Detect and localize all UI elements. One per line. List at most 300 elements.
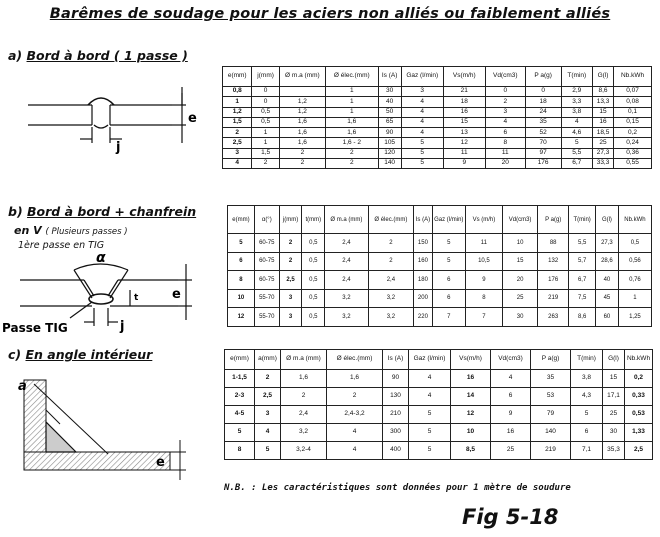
section-c-table <box>224 349 653 460</box>
table-cell: 52 <box>525 128 561 138</box>
section-b-title: Bord à bord + chanfrein <box>27 204 197 219</box>
table-cell: 0,36 <box>614 148 652 158</box>
table-row <box>223 87 652 97</box>
table-cell: 1,6 <box>326 128 379 138</box>
table-cell: 4 <box>223 159 252 169</box>
table-cell: 11 <box>485 148 525 158</box>
section-b-j-label: j <box>120 319 125 334</box>
table-cell: 6 <box>432 271 465 290</box>
table-cell: 200 <box>414 289 433 308</box>
table-cell: 16 <box>491 424 531 442</box>
section-b-first-pass: 1ère passe en TIG <box>18 240 105 251</box>
section-a-label: a) <box>8 48 23 63</box>
table-cell: 16 <box>593 117 614 127</box>
table-cell: 0 <box>252 97 279 107</box>
column-header: Vd(cm3) <box>491 350 531 370</box>
table-cell: 10,5 <box>465 252 502 271</box>
section-b-subtitle-note: ( Plusieurs passes ) <box>45 227 128 237</box>
table-cell: 0,56 <box>618 252 651 271</box>
table-cell: 130 <box>383 388 409 406</box>
table-cell: 3,2-4 <box>281 442 327 460</box>
table-cell: 120 <box>378 148 401 158</box>
table-cell: 8 <box>225 442 255 460</box>
table-cell: 300 <box>383 424 409 442</box>
table-cell: 5,5 <box>561 148 593 158</box>
table-cell: 400 <box>383 442 409 460</box>
table-row <box>223 117 652 127</box>
table-cell: 6 <box>491 388 531 406</box>
section-a-e-label: e <box>188 111 197 126</box>
table-cell: 30 <box>503 308 538 327</box>
table-cell: 35 <box>525 117 561 127</box>
column-header: Gaz (l/min) <box>409 350 451 370</box>
table-cell: 6 <box>228 252 255 271</box>
table-cell: 5,7 <box>569 252 596 271</box>
table-cell: 2 <box>327 388 383 406</box>
column-header: Vd(cm3) <box>485 67 525 87</box>
section-c-diagram <box>10 370 200 480</box>
table-cell: 65 <box>378 117 401 127</box>
table-cell: 88 <box>538 234 569 253</box>
table-cell: 1 <box>252 138 279 148</box>
table-cell: 30 <box>378 87 401 97</box>
table-cell: 0,24 <box>614 138 652 148</box>
table-cell: 0,5 <box>302 271 325 290</box>
column-header: Ø m.a (mm) <box>279 67 325 87</box>
section-b-heading <box>8 204 196 219</box>
table-row <box>225 442 653 460</box>
table-cell: 1 <box>223 97 252 107</box>
table-cell: 2,5 <box>625 442 653 460</box>
table-cell: 1,5 <box>252 148 279 158</box>
table-cell: 1,2 <box>223 107 252 117</box>
table-cell: 210 <box>383 406 409 424</box>
table-cell: 140 <box>378 159 401 169</box>
table-cell: 1 <box>326 107 379 117</box>
table-cell: 176 <box>525 159 561 169</box>
table-cell: 1 <box>618 289 651 308</box>
table-cell: 0,53 <box>625 406 653 424</box>
table-cell: 220 <box>414 308 433 327</box>
table-cell: 20 <box>503 271 538 290</box>
table-cell: 3,2 <box>368 308 414 327</box>
table-cell: 9 <box>443 159 485 169</box>
section-a-heading <box>8 48 188 63</box>
table-cell: 5,5 <box>569 234 596 253</box>
section-a-table <box>222 66 652 169</box>
table-cell: 5 <box>401 148 443 158</box>
table-cell: 2 <box>255 370 281 388</box>
table-cell: 1 <box>326 87 379 97</box>
table-cell: 0 <box>485 87 525 97</box>
table-cell: 8 <box>465 289 502 308</box>
table-cell: 5 <box>401 138 443 148</box>
table-cell: 1 <box>252 128 279 138</box>
table-cell: 0,55 <box>614 159 652 169</box>
table-cell: 3,8 <box>571 370 603 388</box>
table-row <box>223 148 652 158</box>
table-cell: 24 <box>525 107 561 117</box>
column-header: Ø m.a (mm) <box>281 350 327 370</box>
table-cell: 4 <box>491 370 531 388</box>
column-header: a(mm) <box>255 350 281 370</box>
table-cell: 0,5 <box>302 234 325 253</box>
table-cell: 50 <box>378 107 401 117</box>
table-cell: 2 <box>368 252 414 271</box>
section-a-title: Bord à bord ( 1 passe ) <box>26 48 188 63</box>
table-cell: 4-5 <box>225 406 255 424</box>
table-cell: 90 <box>383 370 409 388</box>
table-cell: 12 <box>228 308 255 327</box>
table-cell: 55-70 <box>254 308 279 327</box>
column-header: Ø élec.(mm) <box>368 206 414 234</box>
table-cell: 0,5 <box>618 234 651 253</box>
table-cell: 0,5 <box>302 308 325 327</box>
column-header: P a(g) <box>538 206 569 234</box>
table-cell: 176 <box>538 271 569 290</box>
column-header: Nb.kWh <box>614 67 652 87</box>
column-header: G(l) <box>596 206 619 234</box>
table-row <box>228 289 652 308</box>
table-cell: 2 <box>223 128 252 138</box>
column-header: Gaz (l/min) <box>401 67 443 87</box>
table-cell: 27,3 <box>593 148 614 158</box>
table-cell: 4 <box>401 97 443 107</box>
column-header: T(min) <box>569 206 596 234</box>
table-cell: 13 <box>443 128 485 138</box>
table-cell: 180 <box>414 271 433 290</box>
table-cell: 40 <box>596 271 619 290</box>
table-cell: 0,15 <box>614 117 652 127</box>
table-cell: 3,2 <box>281 424 327 442</box>
column-header: t(mm) <box>302 206 325 234</box>
page-title: Barêmes de soudage pour les aciers non alliés ou faiblement alliés <box>49 6 611 22</box>
figure-label: Fig 5-18 <box>462 505 559 529</box>
table-row <box>225 424 653 442</box>
column-header: Nb.kWh <box>618 206 651 234</box>
table-cell: 11 <box>443 148 485 158</box>
table-cell: 5 <box>225 424 255 442</box>
table-cell: 1,6 <box>279 128 325 138</box>
table-cell: 35,3 <box>603 442 625 460</box>
table-cell: 2 <box>326 148 379 158</box>
table-cell: 3 <box>279 289 302 308</box>
table-cell: 5 <box>571 406 603 424</box>
table-cell: 2 <box>279 234 302 253</box>
table-cell: 60 <box>596 308 619 327</box>
column-header: G(l) <box>593 67 614 87</box>
section-b-table <box>227 205 652 327</box>
table-cell: 3 <box>223 148 252 158</box>
table-row <box>223 97 652 107</box>
table-cell: 4 <box>409 388 451 406</box>
column-header: Vd(cm3) <box>503 206 538 234</box>
table-cell: 10 <box>228 289 255 308</box>
table-cell: 3 <box>485 107 525 117</box>
table-cell: 4 <box>561 117 593 127</box>
table-cell: 5 <box>432 252 465 271</box>
table-cell: 4,6 <box>561 128 593 138</box>
table-cell: 8 <box>485 138 525 148</box>
table-cell: 7 <box>465 308 502 327</box>
section-b-label: b) <box>8 204 23 219</box>
section-b-subtitle-line <box>14 224 128 237</box>
table-cell: 18,5 <box>593 128 614 138</box>
table-cell: 15 <box>443 117 485 127</box>
table-cell: 6 <box>485 128 525 138</box>
table-cell: 0,08 <box>614 97 652 107</box>
table-row <box>228 252 652 271</box>
table-cell: 4 <box>409 370 451 388</box>
table-cell: 12 <box>443 138 485 148</box>
table-cell: 1,6 <box>279 138 325 148</box>
table-cell: 3,2 <box>325 289 368 308</box>
table-cell: 97 <box>525 148 561 158</box>
column-header: e(mm) <box>225 350 255 370</box>
table-cell: 3,3 <box>561 97 593 107</box>
section-a-diagram <box>10 75 200 165</box>
table-cell: 2 <box>279 148 325 158</box>
table-cell: 4 <box>401 107 443 117</box>
table-cell: 3 <box>279 308 302 327</box>
table-cell: 18 <box>443 97 485 107</box>
table-cell: 90 <box>378 128 401 138</box>
table-cell: 8,6 <box>593 87 614 97</box>
table-cell: 5 <box>255 442 281 460</box>
table-cell: 0,5 <box>252 117 279 127</box>
table-cell: 3 <box>255 406 281 424</box>
table-cell: 13,3 <box>593 97 614 107</box>
table-cell: 2,4 <box>281 406 327 424</box>
table-cell: 0,8 <box>223 87 252 97</box>
section-b-diagram <box>0 250 200 340</box>
table-cell: 60-75 <box>254 234 279 253</box>
table-cell: 4,3 <box>571 388 603 406</box>
table-row <box>228 234 652 253</box>
table-cell: 0,76 <box>618 271 651 290</box>
table-cell: 2,5 <box>223 138 252 148</box>
table-cell: 5 <box>409 406 451 424</box>
table-cell: 60-75 <box>254 252 279 271</box>
column-header: e(mm) <box>223 67 252 87</box>
table-cell: 25 <box>603 406 625 424</box>
table-cell: 2 <box>279 159 325 169</box>
table-row <box>228 271 652 290</box>
table-cell: 10 <box>503 234 538 253</box>
table-row <box>223 159 652 169</box>
column-header: Ø élec.(mm) <box>327 350 383 370</box>
section-c-e-label: e <box>156 455 165 470</box>
table-cell: 16 <box>443 107 485 117</box>
table-cell: 6,7 <box>561 159 593 169</box>
column-header: T(min) <box>561 67 593 87</box>
section-c-heading <box>8 347 152 362</box>
table-cell: 2 <box>485 97 525 107</box>
table-cell: 105 <box>378 138 401 148</box>
table-cell: 12 <box>451 406 491 424</box>
table-cell <box>279 87 325 97</box>
table-cell: 25 <box>491 442 531 460</box>
section-c-label: c) <box>8 347 22 362</box>
table-cell: 1 <box>326 97 379 107</box>
table-cell: 2,9 <box>561 87 593 97</box>
table-cell: 2,5 <box>255 388 281 406</box>
table-cell: 5 <box>401 159 443 169</box>
column-header: G(l) <box>603 350 625 370</box>
table-cell: 33,3 <box>593 159 614 169</box>
table-cell: 1,6 - 2 <box>326 138 379 148</box>
table-cell: 2,4 <box>325 252 368 271</box>
table-cell: 1,5 <box>223 117 252 127</box>
table-cell: 2 <box>279 252 302 271</box>
table-cell: 21 <box>443 87 485 97</box>
table-cell: 25 <box>503 289 538 308</box>
table-cell: 27,3 <box>596 234 619 253</box>
section-b-alpha-label: α <box>96 250 106 266</box>
table-cell: 1,2 <box>279 107 325 117</box>
table-cell: 55-70 <box>254 289 279 308</box>
table-row <box>225 406 653 424</box>
table-cell: 9 <box>465 271 502 290</box>
table-cell: 5 <box>409 424 451 442</box>
table-row <box>225 388 653 406</box>
table-cell: 2,4 <box>325 271 368 290</box>
table-cell: 30 <box>603 424 625 442</box>
column-header: e(mm) <box>228 206 255 234</box>
table-row <box>223 138 652 148</box>
table-cell: 2-3 <box>225 388 255 406</box>
table-cell: 160 <box>414 252 433 271</box>
table-cell: 4 <box>401 128 443 138</box>
table-cell: 132 <box>538 252 569 271</box>
section-c-title: En angle intérieur <box>25 347 153 362</box>
column-header: Ø m.a (mm) <box>325 206 368 234</box>
section-b-subtitle: en V <box>14 224 42 237</box>
table-cell: 150 <box>414 234 433 253</box>
table-cell: 4 <box>255 424 281 442</box>
table-cell: 1,33 <box>625 424 653 442</box>
section-b-t-label: t <box>134 293 139 303</box>
table-cell: 1-1,5 <box>225 370 255 388</box>
table-cell: 14 <box>451 388 491 406</box>
table-cell: 15 <box>603 370 625 388</box>
column-header: j(mm) <box>252 67 279 87</box>
table-cell: 4 <box>401 117 443 127</box>
table-cell: 0,07 <box>614 87 652 97</box>
table-cell: 1,6 <box>327 370 383 388</box>
table-cell: 5 <box>432 234 465 253</box>
column-header: Vs(m/h) <box>451 350 491 370</box>
table-cell: 0,2 <box>614 128 652 138</box>
column-header: Vs(m/h) <box>443 67 485 87</box>
table-cell: 9 <box>491 406 531 424</box>
table-cell: 8 <box>228 271 255 290</box>
table-row <box>228 308 652 327</box>
table-cell: 219 <box>531 442 571 460</box>
table-cell: 15 <box>593 107 614 117</box>
table-cell: 4 <box>327 424 383 442</box>
section-b-passe-tig-label: Passe TIG <box>2 321 68 335</box>
column-header: Ø élec.(mm) <box>326 67 379 87</box>
table-cell: 17,1 <box>603 388 625 406</box>
table-cell: 18 <box>525 97 561 107</box>
table-cell: 8,6 <box>569 308 596 327</box>
table-cell: 140 <box>531 424 571 442</box>
table-cell: 4 <box>485 117 525 127</box>
table-cell: 3,2 <box>325 308 368 327</box>
table-cell: 2,5 <box>279 271 302 290</box>
table-cell: 1,2 <box>279 97 325 107</box>
table-cell: 2,4 <box>368 271 414 290</box>
footnote: N.B. : Les caractéristiques sont données pour 1 mètre de soudure <box>224 483 571 493</box>
column-header: P a(g) <box>525 67 561 87</box>
table-cell: 16 <box>451 370 491 388</box>
table-cell: 45 <box>596 289 619 308</box>
column-header: j(mm) <box>279 206 302 234</box>
table-cell: 1,6 <box>281 370 327 388</box>
table-cell: 0,5 <box>252 107 279 117</box>
column-header: T(min) <box>571 350 603 370</box>
column-header: Nb.kWh <box>625 350 653 370</box>
table-cell: 70 <box>525 138 561 148</box>
table-cell: 0,2 <box>625 370 653 388</box>
table-cell: 0 <box>252 87 279 97</box>
table-cell: 2 <box>368 234 414 253</box>
table-cell: 5 <box>561 138 593 148</box>
table-row <box>223 107 652 117</box>
table-cell: 6,7 <box>569 271 596 290</box>
table-cell: 6 <box>571 424 603 442</box>
table-cell: 20 <box>485 159 525 169</box>
table-cell: 7,1 <box>571 442 603 460</box>
column-header: Gaz (l/min) <box>432 206 465 234</box>
table-cell: 40 <box>378 97 401 107</box>
table-cell: 2,4-3,2 <box>327 406 383 424</box>
section-b-e-label: e <box>172 287 181 302</box>
table-row <box>223 128 652 138</box>
column-header: P a(g) <box>531 350 571 370</box>
table-cell: 0,5 <box>302 252 325 271</box>
table-cell: 0 <box>525 87 561 97</box>
table-cell: 53 <box>531 388 571 406</box>
table-cell: 79 <box>531 406 571 424</box>
table-cell: 1,25 <box>618 308 651 327</box>
section-a-j-label: j <box>116 140 121 155</box>
column-header: Is (A) <box>378 67 401 87</box>
table-cell: 263 <box>538 308 569 327</box>
table-cell: 10 <box>451 424 491 442</box>
section-c-a-label: a <box>18 379 27 394</box>
table-cell: 0,5 <box>302 289 325 308</box>
table-cell: 4 <box>327 442 383 460</box>
table-cell: 7 <box>432 308 465 327</box>
table-cell: 25 <box>593 138 614 148</box>
table-cell: 0,1 <box>614 107 652 117</box>
column-header: α(°) <box>254 206 279 234</box>
table-cell: 3 <box>401 87 443 97</box>
table-cell: 60-75 <box>254 271 279 290</box>
column-header: Is (A) <box>414 206 433 234</box>
table-cell: 6 <box>432 289 465 308</box>
table-cell: 11 <box>465 234 502 253</box>
table-cell: 8,5 <box>451 442 491 460</box>
table-cell: 3,2 <box>368 289 414 308</box>
table-cell: 35 <box>531 370 571 388</box>
table-row <box>225 370 653 388</box>
table-cell: 2 <box>326 159 379 169</box>
column-header: Vs (m/h) <box>465 206 502 234</box>
table-cell: 7,5 <box>569 289 596 308</box>
